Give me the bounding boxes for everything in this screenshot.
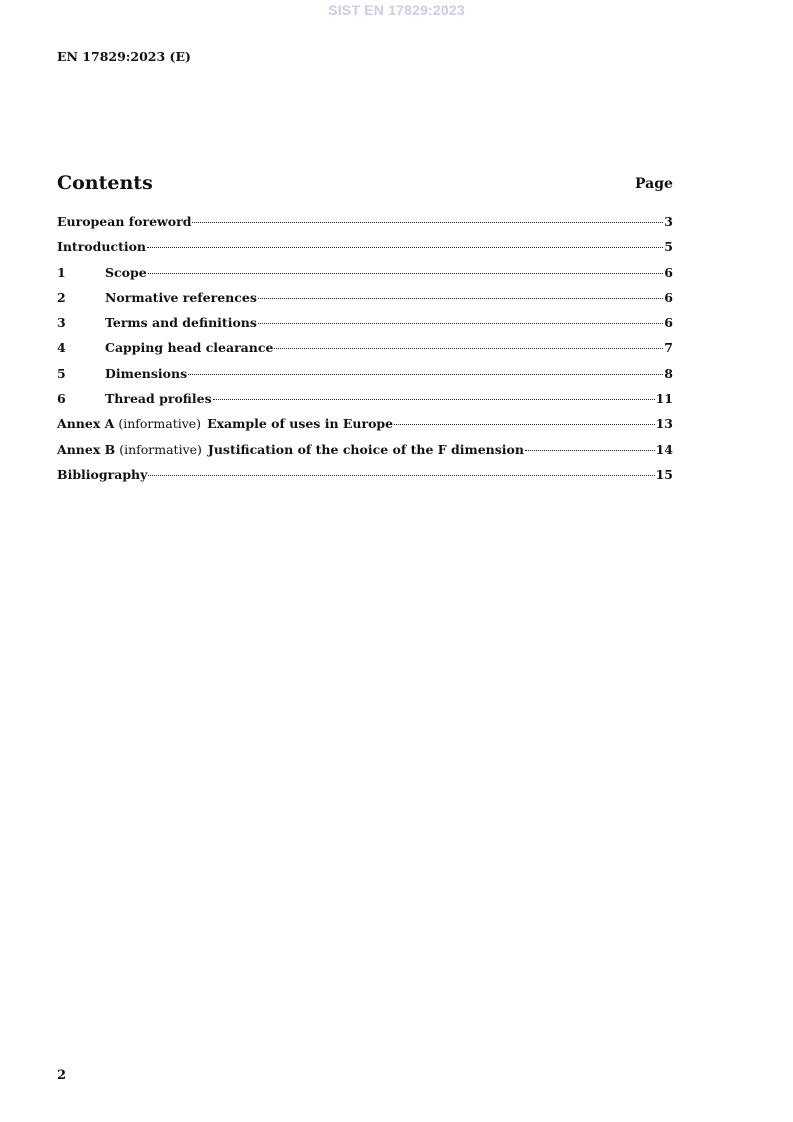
dot-leader bbox=[213, 399, 655, 400]
toc-entry-title: Introduction bbox=[57, 239, 147, 255]
toc-entry-title: Justification of the choice of the F dimension bbox=[207, 441, 524, 457]
toc-entry-page: 15 bbox=[655, 466, 673, 482]
toc-entry-page: 11 bbox=[655, 391, 673, 407]
toc-entry-page: 5 bbox=[664, 239, 673, 255]
toc-entry-introduction[interactable] bbox=[57, 239, 673, 264]
annex-label: Annex B bbox=[57, 441, 116, 457]
annex-label: Annex A bbox=[57, 416, 115, 432]
annex-type: (informative) bbox=[119, 441, 202, 457]
toc-entry-annex-a[interactable] bbox=[57, 416, 673, 441]
annex-type: (informative) bbox=[118, 416, 202, 432]
toc-entry-title: Scope bbox=[105, 264, 147, 280]
toc-entry-thread-profiles[interactable] bbox=[57, 391, 673, 416]
toc-entry-title: Thread profiles bbox=[105, 391, 212, 407]
toc-entry-number: 4 bbox=[57, 340, 66, 356]
dot-leader bbox=[192, 222, 663, 223]
toc-entry-title: Example of uses in Europe bbox=[207, 416, 394, 432]
toc-entry-title: Normative references bbox=[105, 289, 257, 305]
toc-entry-page: 6 bbox=[664, 264, 673, 280]
toc-entry-dimensions[interactable] bbox=[57, 366, 673, 391]
table-of-contents bbox=[57, 214, 673, 492]
toc-entry-page: 8 bbox=[664, 365, 673, 381]
dot-leader bbox=[525, 450, 655, 451]
dot-leader bbox=[258, 298, 663, 299]
dot-leader bbox=[148, 273, 664, 274]
dot-leader bbox=[188, 374, 663, 375]
toc-entry-page: 6 bbox=[664, 315, 673, 331]
watermark: SIST EN 17829:2023 bbox=[328, 2, 465, 18]
toc-entry-capping-head-clearance[interactable] bbox=[57, 340, 673, 365]
toc-entry-number: 3 bbox=[57, 315, 66, 331]
toc-entry-page: 13 bbox=[655, 416, 673, 432]
page-number: 2 bbox=[57, 1068, 67, 1083]
toc-entry-european-foreword[interactable] bbox=[57, 214, 673, 239]
dot-leader bbox=[258, 323, 663, 324]
contents-title: Contents bbox=[57, 172, 153, 194]
toc-entry-title: Bibliography bbox=[57, 466, 148, 482]
dot-leader bbox=[274, 348, 663, 349]
toc-entry-page: 6 bbox=[664, 289, 673, 305]
toc-entry-title: Terms and definitions bbox=[105, 315, 257, 331]
dot-leader bbox=[147, 247, 663, 248]
dot-leader bbox=[394, 424, 654, 425]
toc-entry-number: 5 bbox=[57, 365, 66, 381]
toc-entry-annex-b[interactable] bbox=[57, 442, 673, 467]
toc-entry-normative-references[interactable] bbox=[57, 290, 673, 315]
toc-entry-terms-and-definitions[interactable] bbox=[57, 315, 673, 340]
toc-entry-bibliography[interactable] bbox=[57, 467, 673, 492]
document-id: EN 17829:2023 (E) bbox=[57, 49, 191, 64]
toc-entry-page: 7 bbox=[664, 340, 673, 356]
toc-entry-scope[interactable] bbox=[57, 265, 673, 290]
toc-entry-page: 3 bbox=[664, 214, 673, 229]
toc-entry-number: 1 bbox=[57, 264, 66, 280]
toc-entry-number: 6 bbox=[57, 391, 66, 407]
toc-entry-title: European foreword bbox=[57, 214, 192, 229]
toc-entry-title: Capping head clearance bbox=[105, 340, 274, 356]
toc-entry-page: 14 bbox=[655, 441, 673, 457]
toc-entry-title: Dimensions bbox=[105, 365, 188, 381]
toc-entry-number: 2 bbox=[57, 289, 66, 305]
page-column-heading: Page bbox=[635, 176, 673, 192]
dot-leader bbox=[148, 475, 654, 476]
